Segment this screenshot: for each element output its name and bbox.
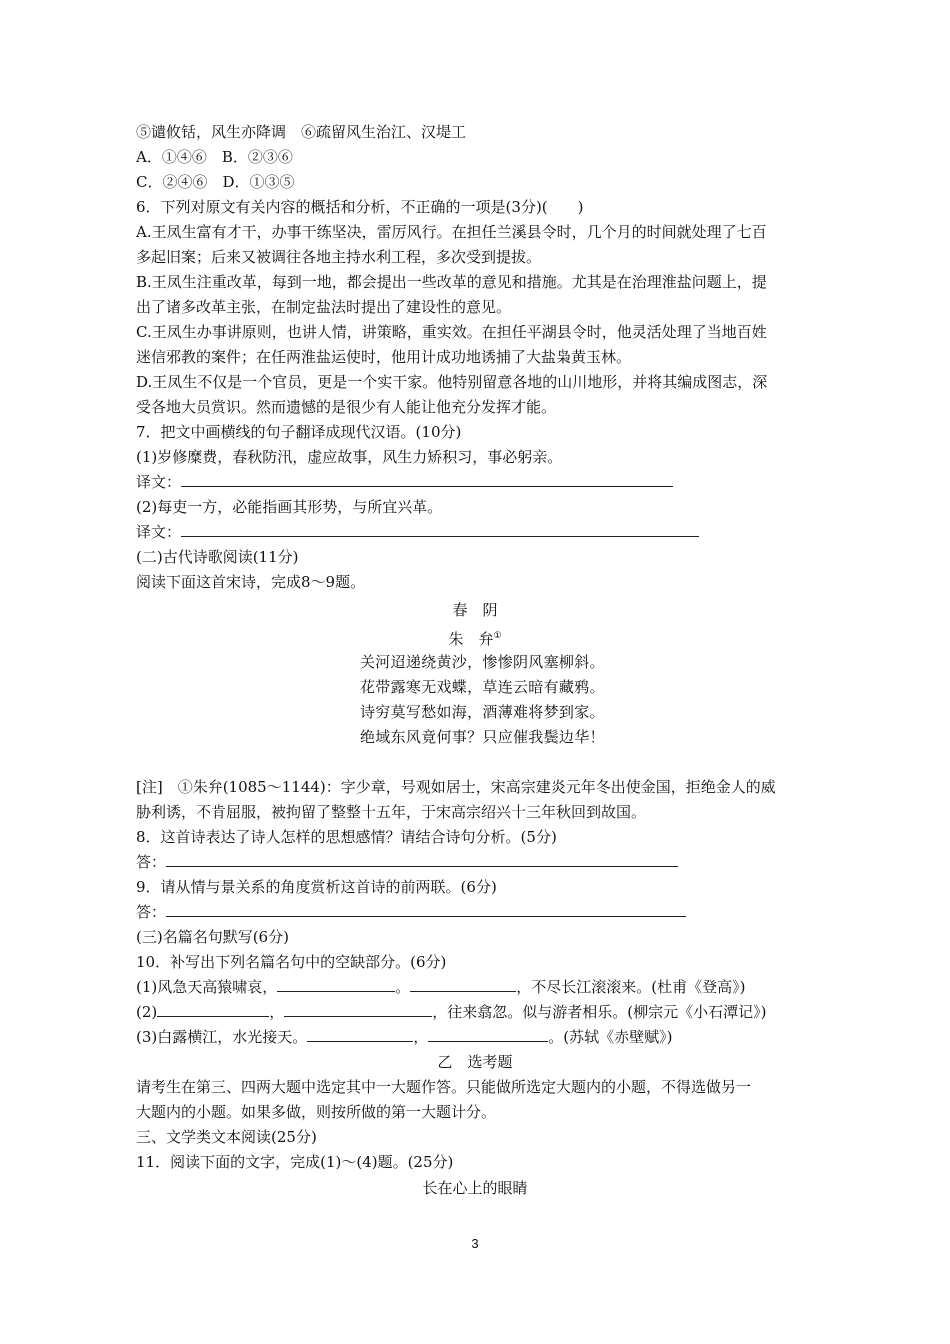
article-title: 长在心上的眼睛 bbox=[422, 1179, 528, 1197]
elective-instructions-line2: 大题内的小题。如果多做，则按所做的第一大题计分。 bbox=[136, 1103, 497, 1121]
poem-author: 朱 弁① bbox=[448, 630, 502, 648]
poem-line: 关河迢递绕黄沙，惨惨阴风塞柳斜。 bbox=[360, 653, 605, 671]
choice-cd: C．②④⑥ D．①③⑤ bbox=[136, 173, 295, 191]
q7-answer-2 bbox=[136, 521, 699, 543]
section-dictation-heading: (三)名篇名句默写(6分) bbox=[136, 928, 289, 946]
q7-sentence-2: (2)每吏一方，必能指画其形势，与所宜兴革。 bbox=[136, 498, 443, 516]
q6-option-a-line2: 多起旧案；后来又被调往各地主持水利工程，多次受到提拔。 bbox=[136, 248, 542, 266]
answer-label: 答： bbox=[136, 853, 167, 871]
question-10: 10．补写出下列名篇名句中的空缺部分。(6分) bbox=[136, 953, 447, 971]
poetry-instructions: 阅读下面这首宋诗，完成8～9题。 bbox=[136, 573, 366, 591]
choice-ab: A．①④⑥ B．②③⑥ bbox=[136, 148, 293, 166]
poem-line: 诗穷莫写愁如海，酒薄难将梦到家。 bbox=[360, 703, 605, 721]
q6-option-c-line2: 迷信邪教的案件；在任两淮盐运使时，他用计成功地诱捕了大盐枭黄玉林。 bbox=[136, 348, 632, 366]
question-11: 11．阅读下面的文字，完成(1)～(4)题。(25分) bbox=[136, 1153, 454, 1171]
q9-answer bbox=[136, 901, 686, 923]
q7-sentence-1: (1)岁修糜费，春秋防汛，虚应故事，风生力矫积习，事必躬亲。 bbox=[136, 448, 563, 466]
q6-option-d-line2: 受各地大员赏识。然而遗憾的是很少有人能让他充分发挥才能。 bbox=[136, 398, 557, 416]
fill-blank[interactable] bbox=[428, 1027, 548, 1042]
elective-instructions-line1: 请考生在第三、四两大题中选定其中一大题作答。只能做所选定大题内的小题，不得选做另一 bbox=[136, 1078, 752, 1096]
footnote-mark: ① bbox=[493, 631, 502, 641]
fill-blank[interactable] bbox=[157, 1002, 269, 1017]
question-7: 7．把文中画横线的句子翻译成现代汉语。(10分) bbox=[136, 423, 462, 441]
poem-note-line1: [注] ①朱弁(1085～1144)：字少章，号观如居士，宋高宗建炎元年冬出使金国，拒绝金人的威 bbox=[136, 778, 776, 796]
q6-option-c-line1: C.王凤生办事讲原则，也讲人情，讲策略，重实效。在担任平湖县令时，他灵活处理了当地百姓 bbox=[136, 323, 767, 341]
q10-item-1: (1)风急天高猿啸哀， 。 ，不尽长江滚滚来。(杜甫《登高》) bbox=[136, 978, 746, 996]
fill-blank[interactable] bbox=[307, 1027, 413, 1042]
q8-answer bbox=[136, 851, 678, 873]
fill-blank[interactable] bbox=[284, 1002, 432, 1017]
question-6: 6．下列对原文有关内容的概括和分析，不正确的一项是(3分)( ) bbox=[136, 198, 584, 216]
section-yi-heading: 乙 选考题 bbox=[437, 1053, 513, 1071]
answer-label: 答： bbox=[136, 903, 167, 921]
q6-option-b-line2: 出了诸多改革主张，在制定盐法时提出了建设性的意见。 bbox=[136, 298, 512, 316]
poem-line: 花带露寒无戏蝶，草连云暗有藏鸦。 bbox=[360, 678, 605, 696]
q6-option-d-line1: D.王凤生不仅是一个官员，更是一个实干家。他特别留意各地的山川地形，并将其编成图志，深 bbox=[136, 373, 768, 391]
section-literary-heading: 三、文学类文本阅读(25分) bbox=[136, 1128, 317, 1146]
answer-label: 译文： bbox=[136, 473, 182, 491]
poem-title: 春 阴 bbox=[452, 601, 498, 619]
q7-answer-1 bbox=[136, 471, 673, 493]
q10-item-3: (3)白露横江，水光接天。 ， 。(苏轼《赤壁赋》) bbox=[136, 1028, 673, 1046]
q6-option-a-line1: A.王凤生富有才干，办事干练坚决，雷厉风行。在担任兰溪县令时，几个月的时间就处理了七百 bbox=[136, 223, 767, 241]
question-9: 9．请从情与景关系的角度赏析这首诗的前两联。(6分) bbox=[136, 878, 497, 896]
q6-option-b-line1: B.王凤生注重改革，每到一地，都会提出一些改革的意见和措施。尤其是在治理淮盐问题上，提 bbox=[136, 273, 767, 291]
poem-line: 绝域东风竟何事？只应催我鬓边华！ bbox=[360, 728, 605, 746]
poem-note-line2: 胁利诱，不肯屈服，被拘留了整整十五年，于宋高宗绍兴十三年秋回到故国。 bbox=[136, 803, 647, 821]
fill-blank[interactable] bbox=[410, 977, 516, 992]
answer-label: 译文： bbox=[136, 523, 182, 541]
page-number: 3 bbox=[471, 1236, 479, 1251]
answer-blank[interactable] bbox=[166, 852, 678, 867]
options-line-5-6: ⑤谴攸铦，风生亦降调 ⑥疏留风生治江、汉堤工 bbox=[136, 123, 467, 141]
answer-blank[interactable] bbox=[181, 472, 673, 487]
section-poetry-heading: (二)古代诗歌阅读(11分) bbox=[136, 548, 299, 566]
fill-blank[interactable] bbox=[277, 977, 395, 992]
answer-blank[interactable] bbox=[181, 522, 699, 537]
q10-item-2: (2) ， ，往来翕忽。似与游者相乐。(柳宗元《小石潭记》) bbox=[136, 1003, 767, 1021]
answer-blank[interactable] bbox=[166, 902, 686, 917]
question-8: 8．这首诗表达了诗人怎样的思想感情？请结合诗句分析。(5分) bbox=[136, 828, 557, 846]
